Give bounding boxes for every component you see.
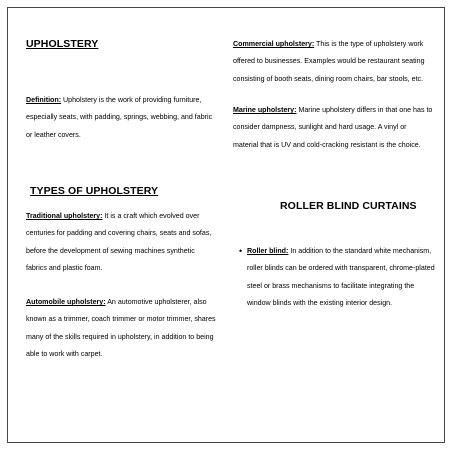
automobile-term: Automobile upholstery:: [26, 298, 106, 306]
blinds-heading: ROLLER BLIND CURTAINS: [280, 200, 417, 212]
upholstery-title: UPHOLSTERY: [26, 38, 99, 50]
definition-paragraph: [26, 92, 216, 144]
automobile-paragraph: [26, 294, 216, 364]
commercial-paragraph: [233, 36, 433, 88]
roller-blind-text: In addition to the standard white mechanism, roller blinds can be ordered with transparent, chrome-plated steel or brass mechanisms to facilitate integrating the window blinds with the existing interior design.: [247, 247, 435, 308]
commercial-text: This is the type of upholstery work offered to businesses. Examples would be restaurant seating consisting of booth seats, dining room chairs, bar stools, etc.: [233, 40, 425, 83]
types-heading: TYPES OF UPHOLSTERY: [30, 185, 159, 197]
marine-text: Marine upholstery differs in that one has to consider dampness, sunlight and hard usage. A vinyl or material that is UV and cold-cracking resistant is the choice.: [233, 106, 433, 149]
definition-text: Upholstery is the work of providing furniture, especially seats, with padding, springs, webbing, and fabric or leather covers.: [26, 96, 213, 139]
traditional-term: Traditional upholstery:: [26, 212, 103, 220]
roller-blind-term: Roller blind:: [247, 247, 289, 255]
definition-term: Definition:: [26, 96, 62, 104]
automobile-text: An automotive upholsterer, also known as a trimmer, coach trimmer or motor trimmer, shares many of the skills required in upholstery, in addition to being able to work with carpet.: [26, 298, 216, 359]
traditional-text: It is a craft which evolved over centuries for padding and covering chairs, seats and sofas, before the development of sewing machines synthetic fabrics and plastic foam.: [26, 212, 212, 273]
marine-paragraph: [233, 102, 433, 154]
marine-term: Marine upholstery:: [233, 106, 297, 114]
bullet-icon: •: [239, 246, 243, 256]
traditional-paragraph: [26, 208, 216, 278]
roller-blind-paragraph: [247, 243, 437, 313]
commercial-term: Commercial upholstery:: [233, 40, 315, 48]
